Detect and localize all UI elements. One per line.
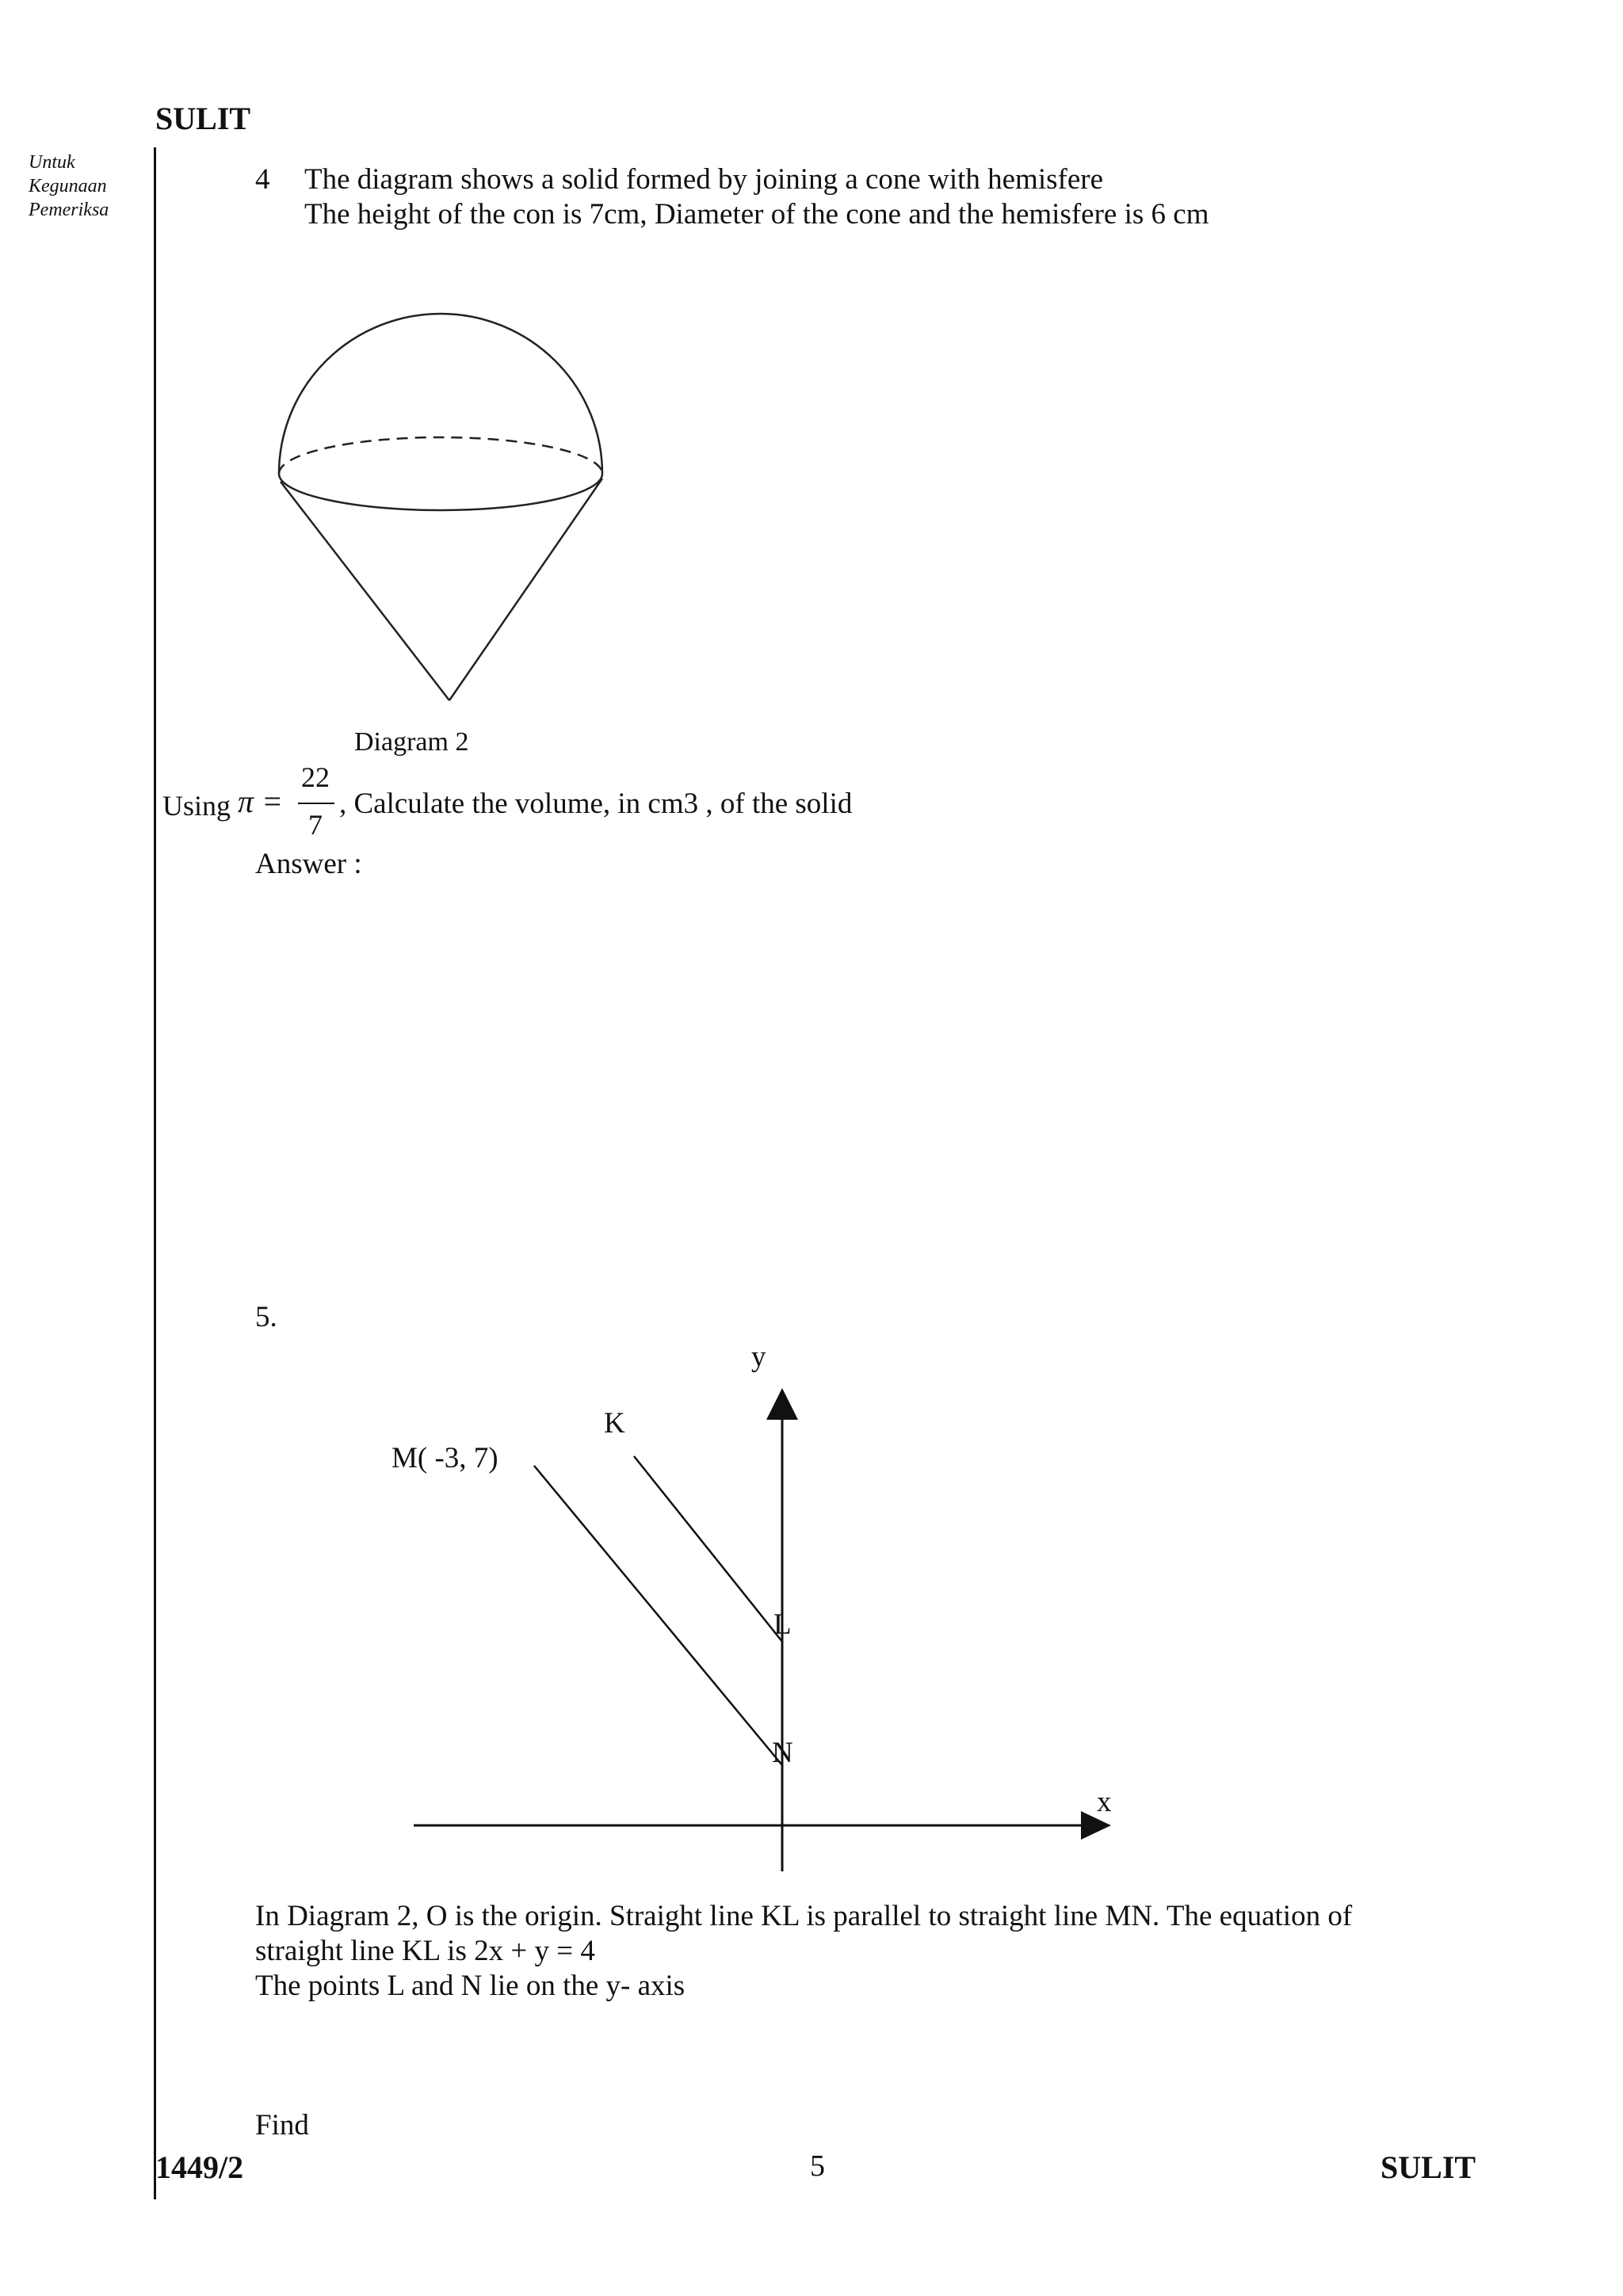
footer-sulit: SULIT [1381, 2149, 1476, 2185]
answer-label: Answer : [255, 848, 362, 880]
q4-line2: The height of the con is 7cm, Diameter of the cone and the hemisfere is 6 cm [304, 198, 1209, 231]
diagram-caption: Diagram 2 [354, 727, 469, 757]
using-label: Using [162, 790, 231, 822]
line-mn [534, 1466, 782, 1765]
footer-page-number: 5 [810, 2149, 825, 2183]
find-label: Find [255, 2109, 309, 2142]
label-y: y [751, 1341, 766, 1373]
q4-number: 4 [255, 163, 270, 196]
margin-note-line1: Untuk [29, 152, 75, 173]
y-axis-arrow [766, 1388, 798, 1420]
pi-symbol: π = [238, 784, 284, 819]
label-m: M( -3, 7) [391, 1442, 498, 1474]
label-n: N [772, 1737, 793, 1769]
q5-para-line2: straight line KL is 2x + y = 4 [255, 1935, 595, 1967]
q5-para-line3: The points L and N lie on the y- axis [255, 1970, 685, 2002]
margin-note-line3: Pemeriksa [29, 200, 109, 220]
header-sulit: SULIT [155, 101, 251, 136]
label-l: L [773, 1608, 792, 1641]
pi-numerator: 22 [301, 761, 330, 793]
pi-denominator: 7 [308, 809, 323, 841]
label-x: x [1097, 1786, 1112, 1818]
q5-number: 5. [255, 1301, 277, 1333]
margin-note-line2: Kegunaan [29, 176, 107, 196]
q5-para-line1: In Diagram 2, O is the origin. Straight line KL is parallel to straight line MN. The equation of [255, 1900, 1353, 1932]
q4-instruction: , Calculate the volume, in cm3 , of the solid [339, 788, 853, 820]
footer-code: 1449/2 [155, 2149, 244, 2185]
q4-line1: The diagram shows a solid formed by joining a cone with hemisfere [304, 163, 1103, 196]
label-k: K [604, 1407, 625, 1440]
